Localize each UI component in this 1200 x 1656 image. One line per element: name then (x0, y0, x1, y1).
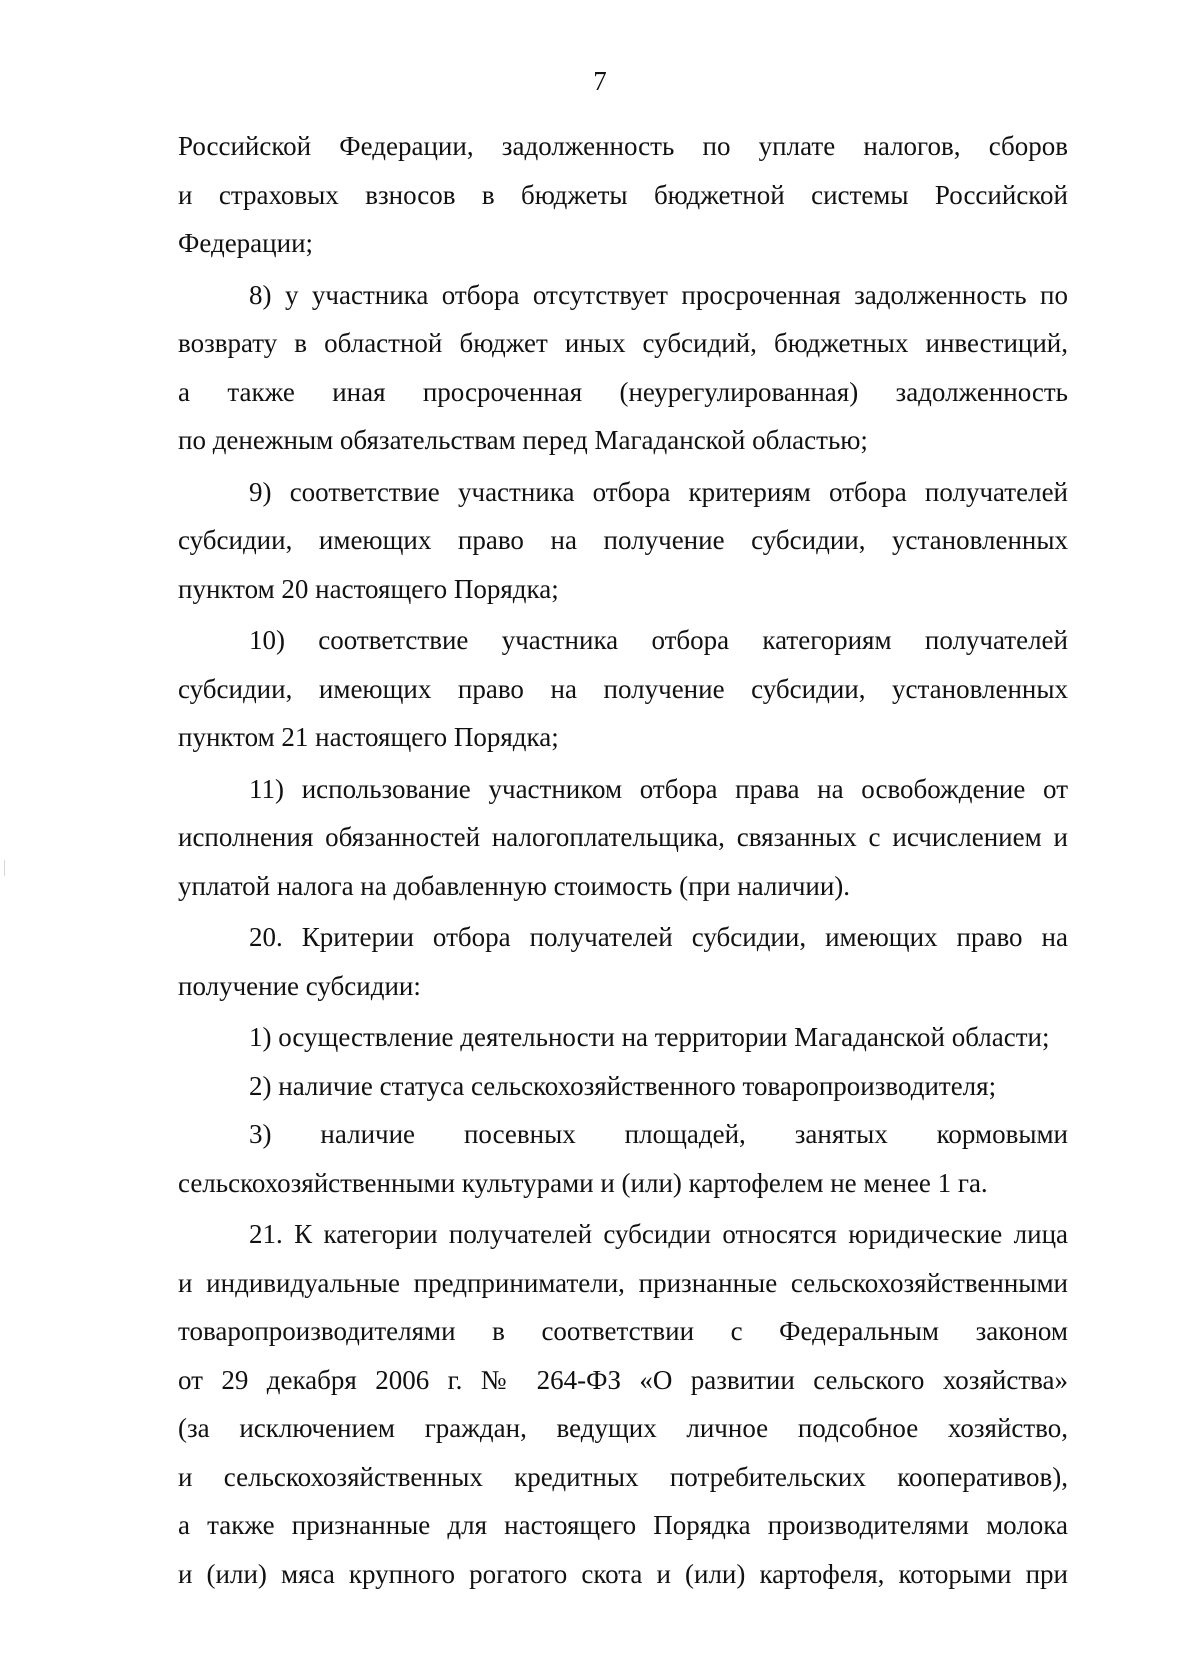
text-line: Российской Федерации, задолженность по уплате налогов, сборов (178, 131, 1068, 161)
text-line: и сельскохозяйственных кредитных потребительских кооперативов), (178, 1461, 1068, 1492)
list-item-8-line: 8) у участника отбора отсутствует просроченная задолженность по (249, 279, 1068, 310)
section-20-heading-line: 20. Критерии отбора получателей субсидии, имеющих право на (249, 922, 1068, 952)
criterion-3-line: 3) наличие посевных площадей, занятых кормовыми (249, 1119, 1068, 1149)
text-line: и (или) мяса крупного рогатого скота и (или) картофеля, которыми при (178, 1558, 1068, 1589)
text-line: от 29 декабря 2006 г. № 264-ФЗ «О развитии сельского хозяйства» (178, 1364, 1068, 1395)
text-line: и страховых взносов в бюджеты бюджетной системы Российской (178, 179, 1068, 210)
text-line: (за исключением граждан, ведущих личное подсобное хозяйство, (178, 1413, 1068, 1443)
text-line: субсидии, имеющих право на получение субсидии, установленных (178, 673, 1068, 704)
criterion-1-line: 1) осуществление деятельности на территории Магаданской области; (249, 1022, 1050, 1052)
section-21-heading-line: 21. К категории получателей субсидии относятся юридические лица (249, 1219, 1068, 1249)
text-line: а также иная просроченная (неурегулированная) задолженность (178, 376, 1068, 407)
text-line: и индивидуальные предприниматели, признанные сельскохозяйственными (178, 1267, 1068, 1298)
text-line: Федерации; (178, 228, 314, 258)
text-line: пунктом 20 настоящего Порядка; (178, 573, 559, 604)
text-line: товаропроизводителями в соответствии с Федеральным законом (178, 1316, 1068, 1346)
criterion-2-line: 2) наличие статуса сельскохозяйственного товаропроизводителя; (249, 1070, 997, 1101)
page-number: 7 (593, 66, 607, 96)
text-line: пунктом 21 настоящего Порядка; (178, 722, 559, 752)
scan-artifact (4, 860, 5, 876)
text-line: по денежным обязательствам перед Магаданской областью; (178, 425, 868, 455)
text-line: исполнения обязанностей налогоплательщика, связанных с исчислением и (178, 822, 1068, 852)
text-line: сельскохозяйственными культурами и (или) картофелем не менее 1 га. (178, 1167, 988, 1198)
list-item-10-line: 10) соответствие участника отбора категориям получателей (249, 625, 1068, 655)
text-line: получение субсидии: (178, 970, 421, 1001)
text-line: уплатой налога на добавленную стоимость (при наличии). (178, 870, 851, 901)
text-line: возврату в областной бюджет иных субсидий, бюджетных инвестиций, (178, 328, 1068, 358)
list-item-11-line: 11) использование участником отбора права на освобождение от (249, 773, 1068, 804)
text-line: субсидии, имеющих право на получение субсидии, установленных (178, 525, 1068, 555)
list-item-9-line: 9) соответствие участника отбора критериям отбора получателей (249, 476, 1068, 507)
text-line: а также признанные для настоящего Порядка производителями молока (178, 1510, 1068, 1540)
document-body (178, 122, 1068, 1598)
